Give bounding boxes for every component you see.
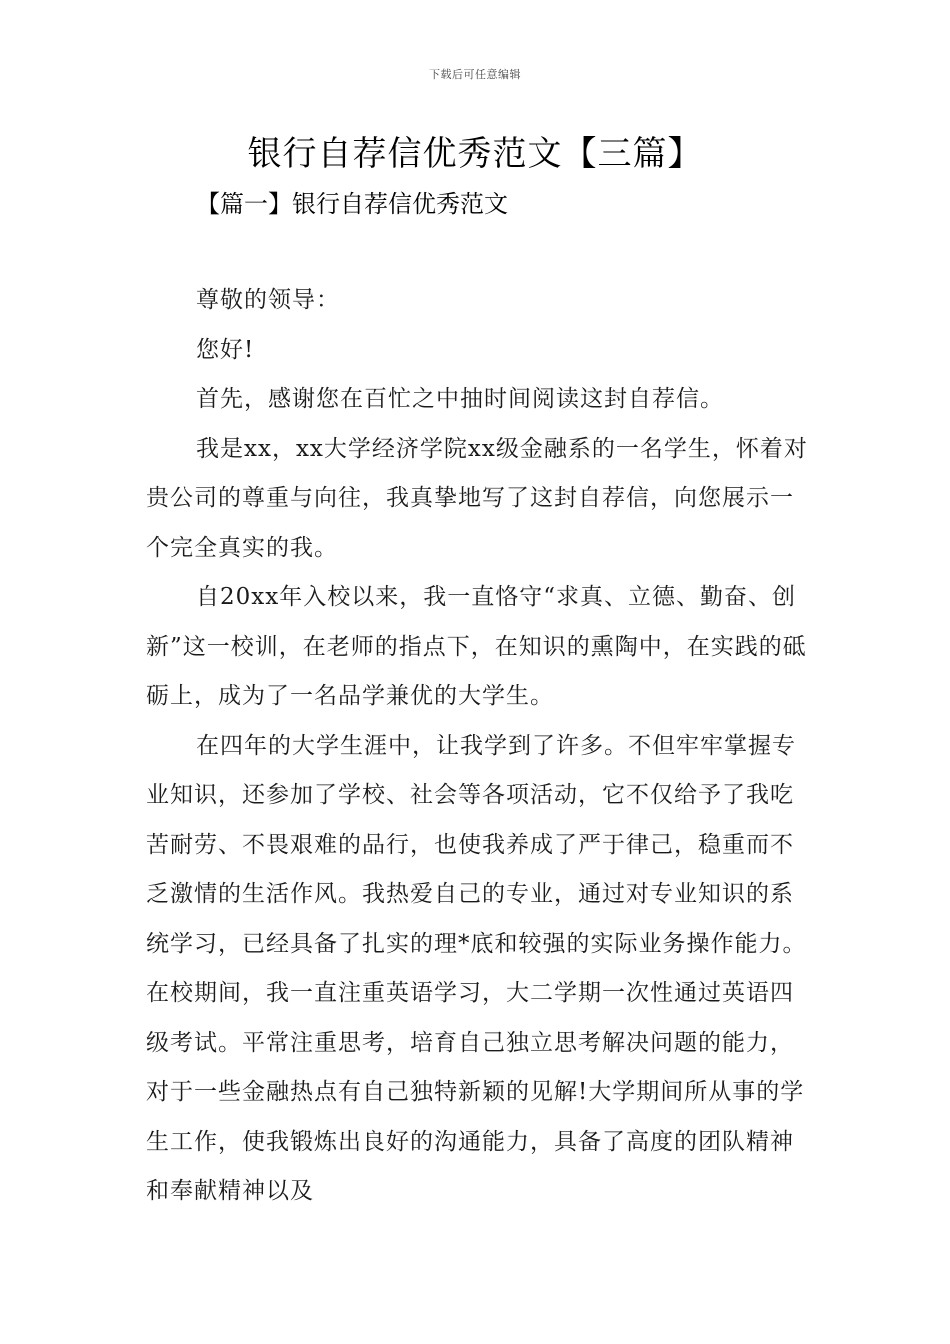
letter-body: [146, 276, 814, 1217]
salutation: 尊敬的领导：: [196, 287, 340, 313]
paragraph: 自20xx年入校以来，我一直恪守“求真、立德、勤奋、创新”这一校训，在老师的指点下，在知识的熏陶中，在实践的砥砺上，成为了一名品学兼优的大学生。: [146, 584, 807, 709]
paragraph: 我是xx，xx大学经济学院xx级金融系的一名学生，怀着对贵公司的尊重与向往，我真挚地写了这封自荐信，向您展示一个完全真实的我。: [146, 435, 808, 561]
paragraph: 在四年的大学生涯中，让我学到了许多。不但牢牢掌握专业知识，还参加了学校、社会等各项活动，它不仅给予了我吃苦耐劳、不畏艰难的品行，也使我养成了严于律己，稳重而不乏激情的生活作风。我热爱自己的专业，通过对专业知识的系统学习，已经具备了扎实的理*底和较强的实际业务操作能力。在校期间，我一直注重英语学习，大二学期一次性通过英语四级考试。平常注重思考，培育自己独立思考解决问题的能力，对于一些金融热点有自己独特新颖的见解!大学期间所从事的学生工作，使我锻炼出良好的沟通能力，具备了高度的团队精神和奉献精神以及: [146, 732, 807, 1204]
header-note: 下载后可任意编辑: [429, 68, 521, 81]
greeting: 您好!: [196, 336, 255, 363]
document-title: 银行自荐信优秀范文【三篇】: [247, 134, 703, 174]
section-title: 【篇一】银行自荐信优秀范文: [196, 190, 508, 218]
paragraph: 首先，感谢您在百忙之中抽时间阅读这封自荐信。: [196, 386, 724, 412]
